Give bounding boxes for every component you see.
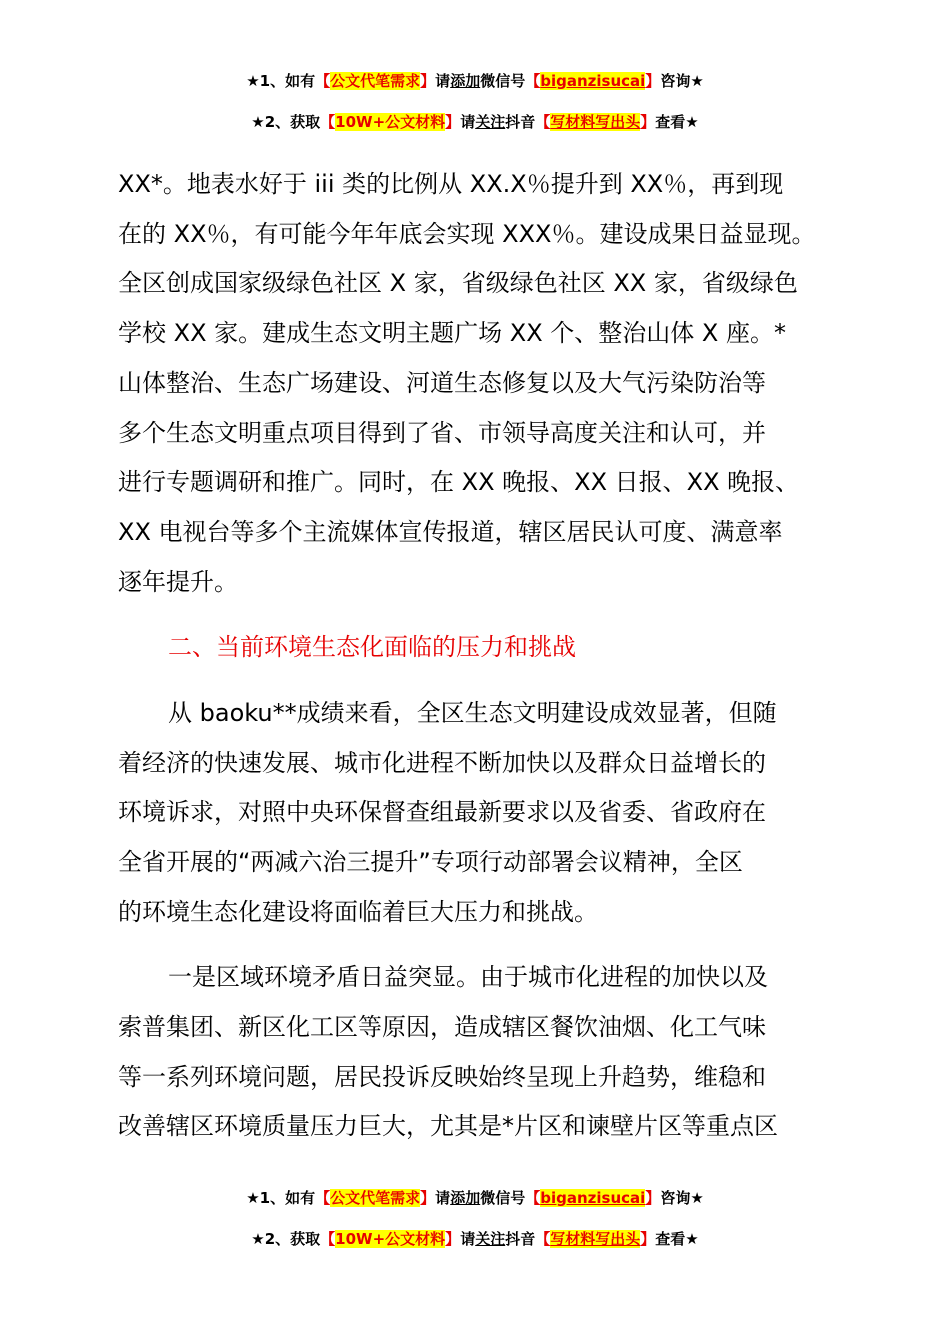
banner-highlight-tag: 公文代笔需求 xyxy=(330,1189,421,1207)
banner-bracket: 】 xyxy=(420,72,436,90)
banner-text: ★1、如有 xyxy=(246,1189,316,1207)
banner-bracket: 【 xyxy=(315,72,331,90)
banner-text: ★1、如有 xyxy=(246,72,316,90)
banner-emphasis: 添加 xyxy=(450,72,481,90)
banner-highlight-tag: 写材料写出头 xyxy=(550,113,641,131)
banner-text: ★2、获取 xyxy=(251,1230,321,1248)
banner-bracket: 】 xyxy=(640,113,656,131)
banner-text: 咨询★ xyxy=(660,72,704,90)
banner-text: 抖音 xyxy=(505,1230,536,1248)
body-text-line: 全省开展的“两减六治三提升”专项行动部署会议精神，全区 xyxy=(118,848,743,876)
banner-bracket: 【 xyxy=(315,1189,331,1207)
footer-banner-line-2 xyxy=(0,1229,950,1249)
body-text-line: 在的 XX％，有可能今年年底会实现 XXX％。建设成果日益显现。 xyxy=(118,220,816,248)
body-text-line: XX*。地表水好于 iii 类的比例从 XX.X％提升到 XX％，再到现 xyxy=(118,170,784,198)
banner-bracket: 【 xyxy=(320,113,336,131)
banner-text: 微信号 xyxy=(480,72,526,90)
section-heading: 二、当前环境生态化面临的压力和挑战 xyxy=(168,633,576,661)
body-text-line: 一是区域环境矛盾日益突显。由于城市化进程的加快以及 xyxy=(168,963,768,991)
body-text-line: XX 电视台等多个主流媒体宣传报道，辖区居民认可度、满意率 xyxy=(118,518,783,546)
banner-text: 请 xyxy=(460,113,476,131)
banner-text: 查看★ xyxy=(655,1230,699,1248)
body-text-line: 学校 XX 家。建成生态文明主题广场 XX 个、整治山体 X 座。* xyxy=(118,319,786,347)
body-text-line: 环境诉求，对照中央环保督查组最新要求以及省委、省政府在 xyxy=(118,798,766,826)
banner-bracket: 】 xyxy=(640,1230,656,1248)
body-text-line: 的环境生态化建设将面临着巨大压力和挑战。 xyxy=(118,898,598,926)
banner-text: 抖音 xyxy=(505,113,536,131)
banner-bracket: 【 xyxy=(535,1230,551,1248)
banner-text: 咨询★ xyxy=(660,1189,704,1207)
banner-bracket: 【 xyxy=(525,72,541,90)
header-banner-line-1 xyxy=(0,71,950,91)
banner-highlight-tag: biganzisucai xyxy=(540,72,646,90)
banner-text: 请 xyxy=(435,1189,451,1207)
banner-emphasis: 关注 xyxy=(475,1230,506,1248)
banner-text: 微信号 xyxy=(480,1189,526,1207)
banner-bracket: 【 xyxy=(320,1230,336,1248)
banner-emphasis: 添加 xyxy=(450,1189,481,1207)
body-text-line: 进行专题调研和推广。同时，在 XX 晚报、XX 日报、XX 晚报、 xyxy=(118,468,800,496)
body-text-line: 从 baoku**成绩来看，全区生态文明建设成效显著，但随 xyxy=(168,699,777,727)
body-text-line: 索普集团、新区化工区等原因，造成辖区餐饮油烟、化工气味 xyxy=(118,1013,766,1041)
banner-bracket: 【 xyxy=(525,1189,541,1207)
banner-text: 请 xyxy=(460,1230,476,1248)
banner-highlight-tag: 写材料写出头 xyxy=(550,1230,641,1248)
banner-bracket: 】 xyxy=(445,113,461,131)
banner-highlight-tag: 10W+公文材料 xyxy=(335,1230,446,1248)
banner-highlight-tag: 10W+公文材料 xyxy=(335,113,446,131)
banner-text: ★2、获取 xyxy=(251,113,321,131)
body-text-line: 山体整治、生态广场建设、河道生态修复以及大气污染防治等 xyxy=(118,369,766,397)
header-banner-line-2 xyxy=(0,112,950,132)
banner-bracket: 】 xyxy=(645,1189,661,1207)
body-text-line: 多个生态文明重点项目得到了省、市领导高度关注和认可，并 xyxy=(118,419,766,447)
body-text-line: 着经济的快速发展、城市化进程不断加快以及群众日益增长的 xyxy=(118,749,766,777)
footer-banner-line-1 xyxy=(0,1188,950,1208)
banner-highlight-tag: biganzisucai xyxy=(540,1189,646,1207)
body-text-line: 全区创成国家级绿色社区 X 家，省级绿色社区 XX 家，省级绿色 xyxy=(118,269,798,297)
banner-text: 查看★ xyxy=(655,113,699,131)
body-text-line: 等一系列环境问题，居民投诉反映始终呈现上升趋势，维稳和 xyxy=(118,1063,766,1091)
banner-bracket: 】 xyxy=(420,1189,436,1207)
body-text-line: 改善辖区环境质量压力巨大，尤其是*片区和谏壁片区等重点区 xyxy=(118,1112,778,1140)
body-text-line: 逐年提升。 xyxy=(118,568,238,596)
banner-highlight-tag: 公文代笔需求 xyxy=(330,72,421,90)
banner-emphasis: 关注 xyxy=(475,113,506,131)
banner-bracket: 【 xyxy=(535,113,551,131)
banner-bracket: 】 xyxy=(645,72,661,90)
banner-text: 请 xyxy=(435,72,451,90)
banner-bracket: 】 xyxy=(445,1230,461,1248)
